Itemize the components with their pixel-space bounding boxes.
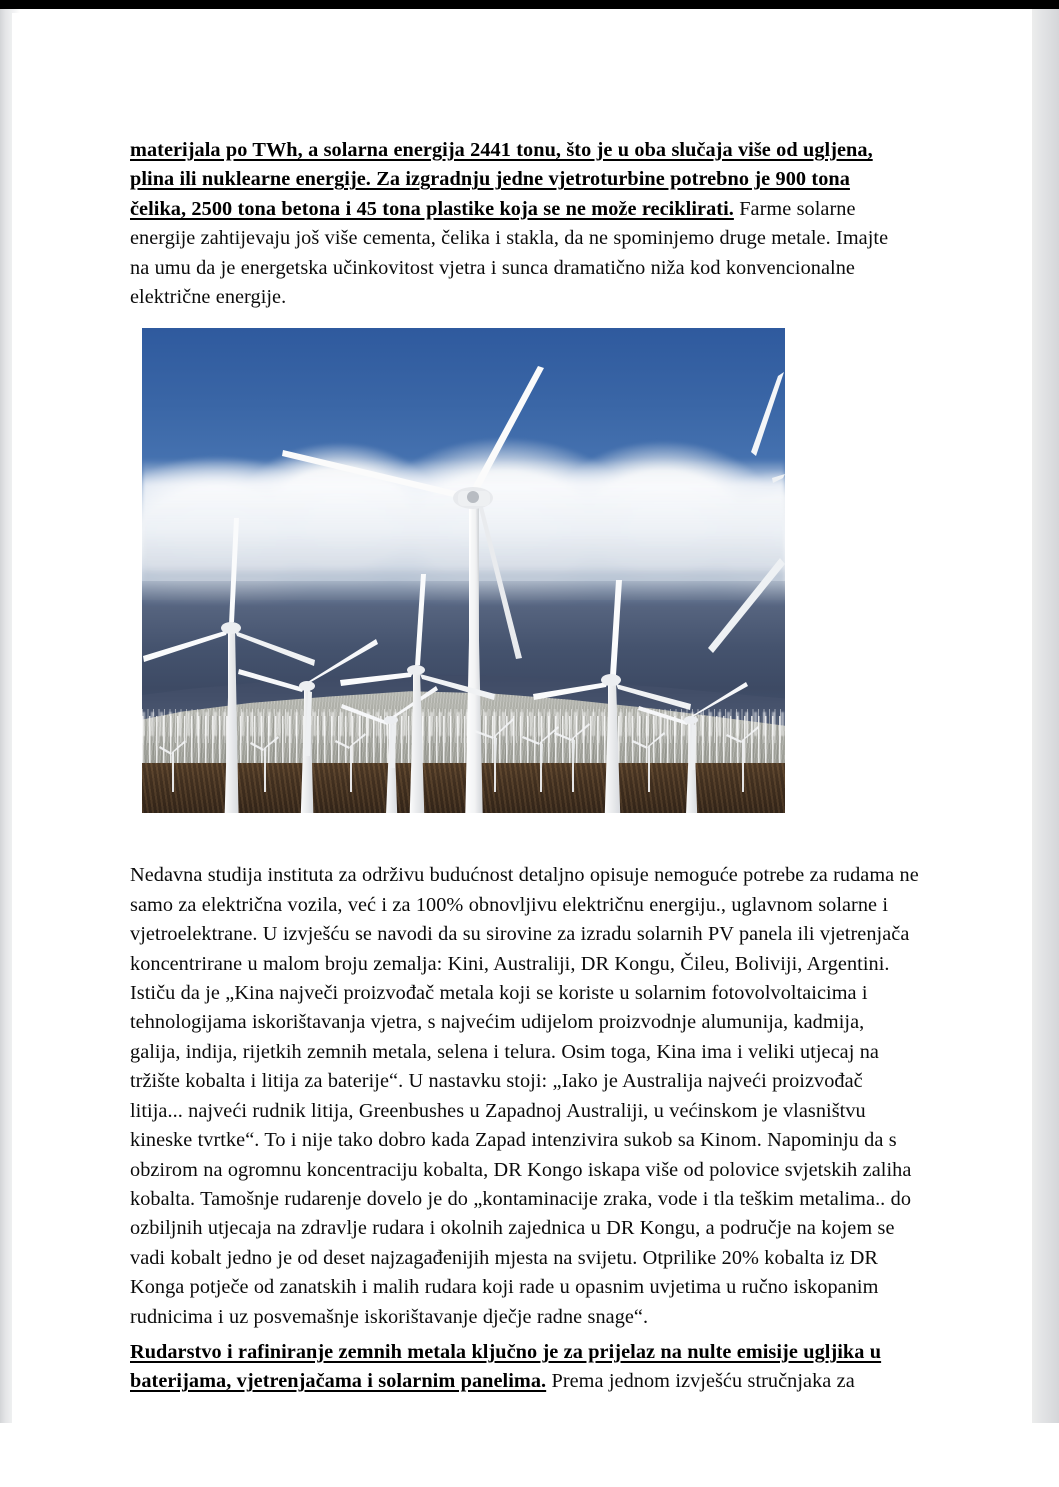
window-top-bar (0, 0, 1059, 9)
spacer-after-figure (130, 813, 920, 861)
turbine-right-foreground (533, 580, 691, 813)
page-right-gutter (1032, 9, 1059, 1423)
document-page (12, 13, 1032, 1423)
highlighted-run-mining: Rudarstvo i rafiniranje zemnih metala ključno je za prijelaz na nulte emisije ugljika u baterijama, vjetrenjačama i solarnim panelima. (130, 1340, 882, 1393)
photograph-canvas (142, 328, 785, 813)
turbine-left-mid (238, 639, 378, 813)
paragraph-mining-refining-conclusion (130, 1338, 920, 1397)
turbine-left-foreground (143, 518, 315, 813)
normal-run-study: Nedavna studija instituta za održivu budućnost detaljno opisuje nemoguće potrebe za rudama ne samo za električna vozila, već i za 100% obnovljivu električnu energiju., uglavnom solarne i vjetroelektrane. U izvješću se navodi da su sirovine za izradu solarnih PV panela ili vjetrenjača koncentrirane u malom broju zemalja: Kini, Australiji, DR Kongu, Čileu, Boliviji, Argentini. Ističu da je „Kina največi proizvođač metala koji se koriste u solarnim fotovolvoltaicima i tehnologijama iskorištavanja vjetra, s najvećim udijelom proizvodnje alumunija, kadmija, galija, indija, rijetkih zemnih metala, selena i telura. Osim toga, Kina ima i veliki utjecaj na tržište kobalta i litija za baterije“. U nastavku stoji: „Iako je Australija najveći proizvođač litija... najveći rudnik litija, Greenbushes u Zapadnoj Australiji, u većinskom je vlasništvu kineske tvrtke“. To i nije tako dobro kada Zapad intenzivira sukob sa Kinom. Napominju da s obzirom na ogromnu koncentraciju kobalta, DR Kongo iskapa više od polovice svjetskih zaliha kobalta. Tamošnje rudarenje dovelo je do „kontaminacije zraka, vode i tla teškim metalima.. do ozbiljnih utjecaja na zdravlje rudara i okolnih zajednica u DR Kongu, a područje na kojem se vadi kobalt jedno je od deset najzagađenijih mjesta na svijetu. Otprilike 20% kobalta iz DR Konga potječe od zanatskih i malih rudara koji rade u opasnim uvjetima u ručno iskopanim rudnicima i uz posvemašnje iskorištavanje dječje radne snage“. (130, 864, 919, 1328)
wind-turbines-overlay (142, 328, 785, 813)
normal-run-materials: Farme solarne energije zahtijevaju još više cementa, čelika i stakla, da ne spominjemo druge metale. Imajte na umu da je energetska učinkovitost vjetra i sunca dramatično niža kod konvencionalne električne energije. (130, 197, 889, 309)
turbine-right-mid (638, 682, 748, 813)
page-bottom-whitespace (130, 1397, 920, 1487)
turbines-distant-cluster (159, 718, 759, 792)
page-left-gutter (0, 9, 12, 1423)
spacer-before-figure (130, 312, 920, 328)
turbine-right-edge (708, 372, 785, 653)
normal-run-mining: Prema jednom izvješću stručnjaka za (546, 1370, 855, 1393)
paragraph-sustainable-future-study (130, 861, 920, 1332)
paragraph-materials-per-twh (130, 136, 898, 312)
highlighted-run-materials: materijala po TWh, a solarna energija 2441 tonu, što je u oba slučaja više od ugljena, plina ili nuklearne energije. Za izgradnju jedne vjetroturbine potrebno je 900 tona čelika, 2500 tona betona i 45 tona plastike koja se ne može reciklirati. (130, 139, 873, 220)
document-content-column (130, 136, 920, 1487)
wind-farm-photograph (142, 328, 785, 813)
